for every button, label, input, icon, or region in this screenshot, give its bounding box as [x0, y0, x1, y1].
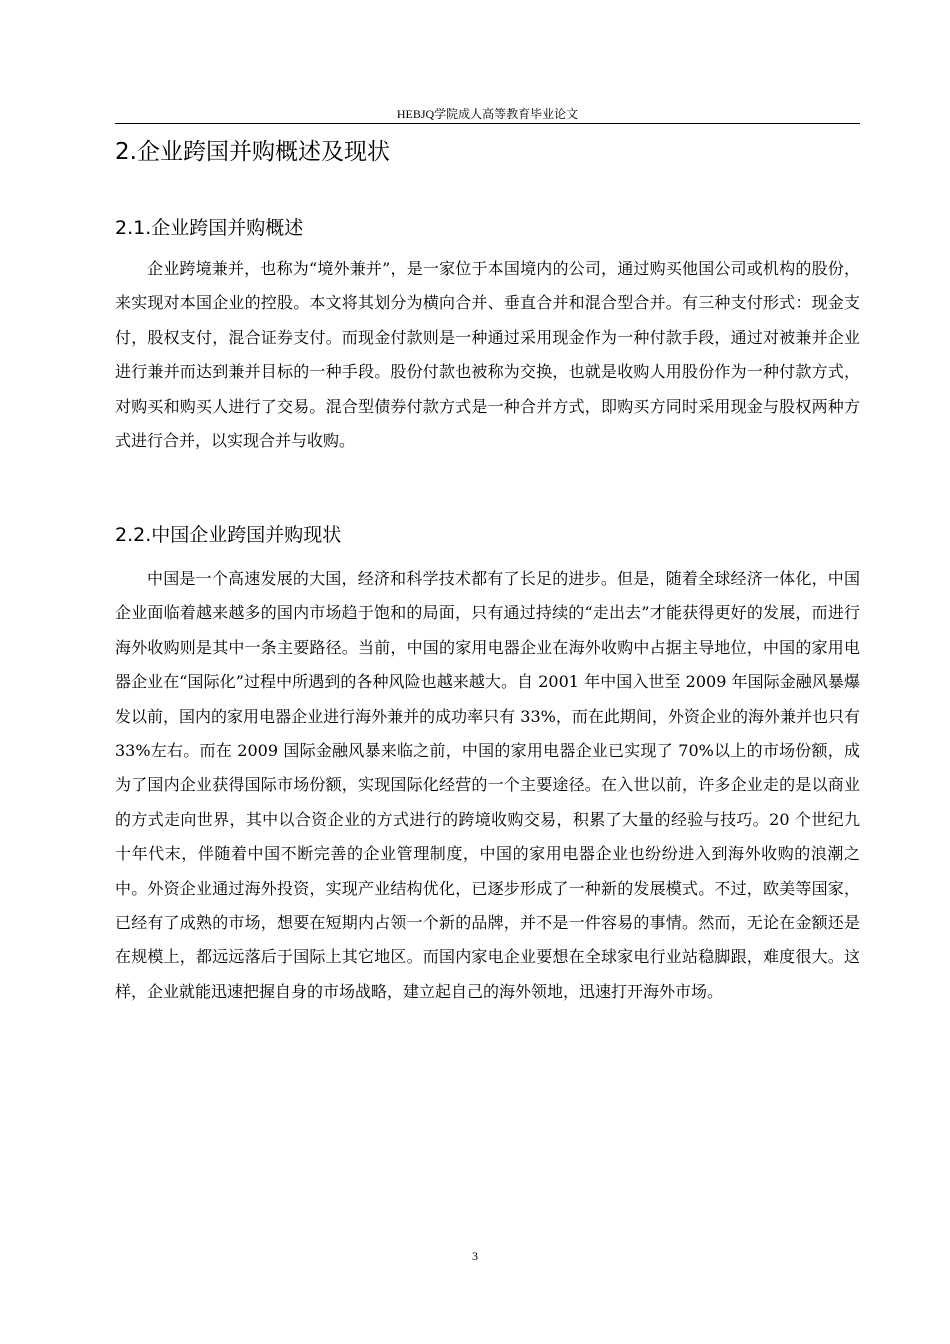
chapter-title: 2.企业跨国并购概述及现状: [115, 139, 390, 165]
running-header: HEBJQ学院成人高等教育毕业论文: [396, 107, 579, 121]
page-number: 3: [472, 1249, 478, 1263]
section-body-2-1: 企业跨境兼并，也称为“境外兼并”，是一家位于本国境内的公司，通过购买他国公司或机构的股份，来实现对本国企业的控股。本文将其划分为横向合并、垂直合并和混合型合并。有三种支付形式：现金支付，股权支付，混合证券支付。而现金付款则是一种通过采用现金作为一种付款手段，通过对被兼并企业进行兼并而达到兼并目标的一种手段。股份付款也被称为交换，也就是收购人用股份作为一种付款方式，对购买和购买人进行了交易。混合型债券付款方式是一种合并方式，即购买方同时采用现金与股权两种方式进行合并，以实现合并与收购。: [115, 259, 860, 451]
section-title-2-2: 2.2.中国企业跨国并购现状: [115, 524, 342, 546]
section-title-2-1: 2.1.企业跨国并购概述: [115, 217, 304, 239]
header-divider: [115, 123, 860, 124]
section-body-2-2: 中国是一个高速发展的大国，经济和科学技术都有了长足的进步。但是，随着全球经济一体化，中国企业面临着越来越多的国内市场趋于饱和的局面，只有通过持续的“走出去”才能获得更好的发展，而进行海外收购则是其中一条主要路径。当前，中国的家用电器企业在海外收购中占据主导地位，中国的家用电器企业在“国际化”过程中所遇到的各种风险也越来越大。自 2001 年中国入世至 2009 年国际金融风暴爆发以前，国内的家用电器企业进行海外兼并的成功率只有 33%，而在此期间，外资企业的海外兼并也只有 33%左右。而在 2009 国际金融风暴来临之前，中国的家用电器企业已实现了 70%以上的市场份额，成为了国内企业获得国际市场份额，实现国际化经营的一个主要途径。在入世以前，许多企业走的是以商业的方式走向世界，其中以合资企业的方式进行的跨境收购交易，积累了大量的经验与技巧。20 个世纪九十年代末，伴随着中国不断完善的企业管理制度，中国的家用电器企业也纷纷进入到海外收购的浪潮之中。外资企业通过海外投资，实现产业结构优化，已逐步形成了一种新的发展模式。不过，欧美等国家，已经有了成熟的市场，想要在短期内占领一个新的品牌，并不是一件容易的事情。然而，无论在金额还是在规模上，都远远落后于国际上其它地区。而国内家电企业要想在全球家电行业站稳脚跟，难度很大。这样，企业就能迅速把握自身的市场战略，建立起自己的海外领地，迅速打开海外市场。: [115, 569, 860, 1001]
